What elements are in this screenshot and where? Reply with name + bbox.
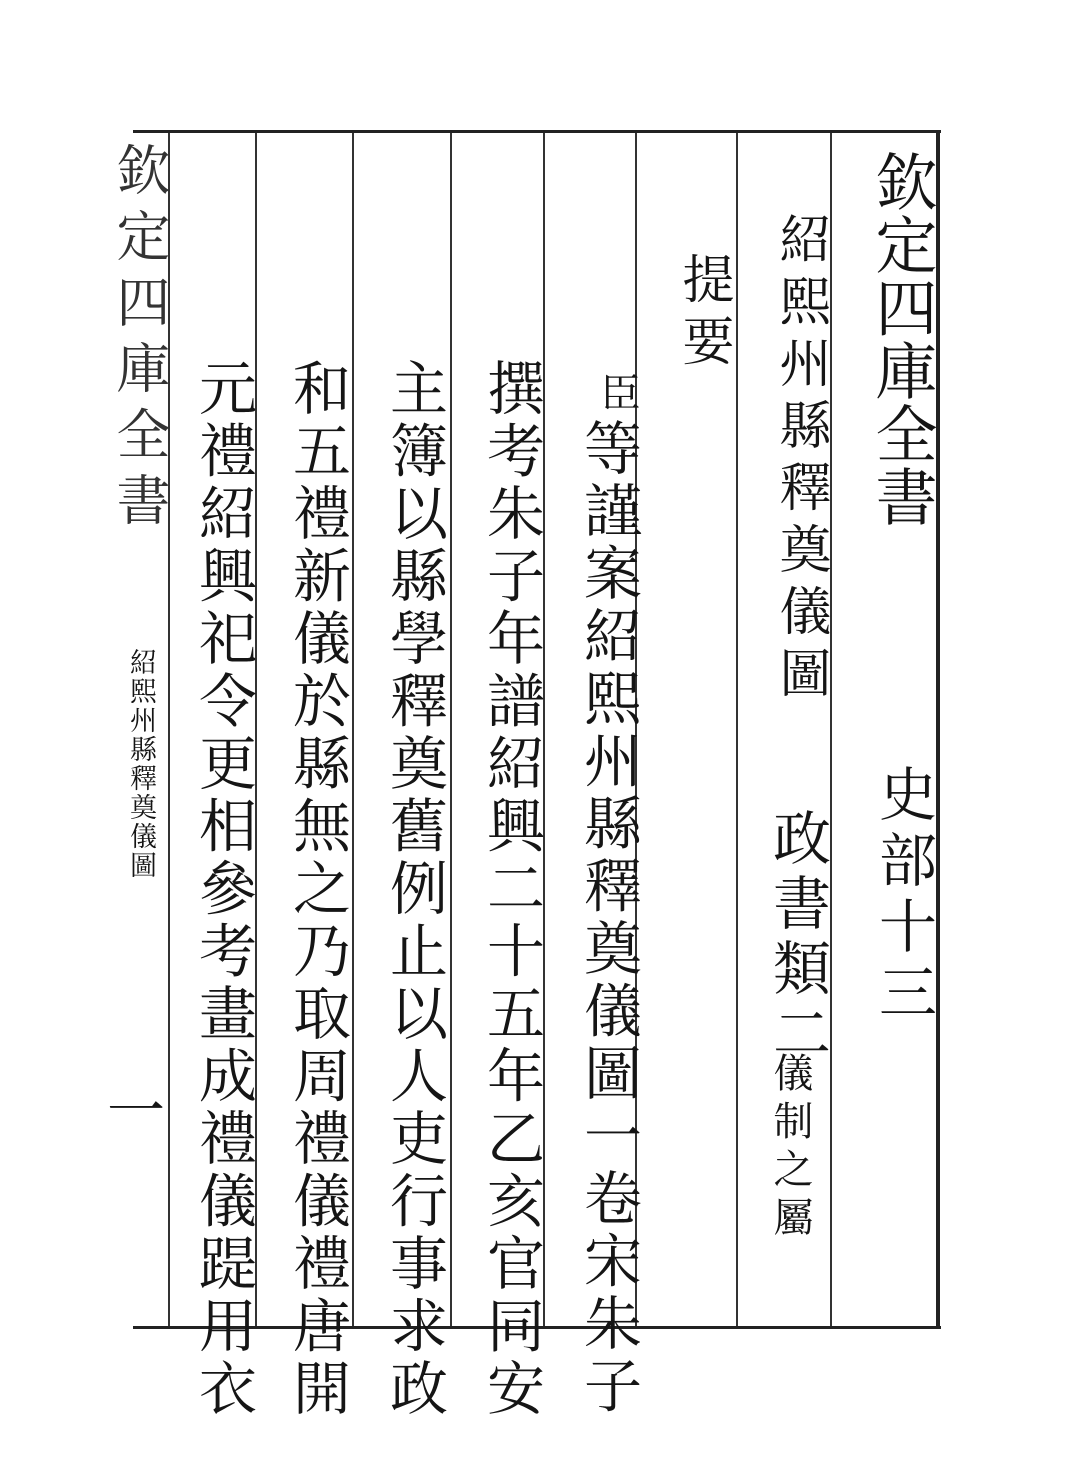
column-rule <box>450 133 452 1326</box>
category-label: 政書類二 <box>763 808 831 1068</box>
margin-work-title: 紹熙州縣釋奠儀圖 <box>125 648 156 880</box>
chen-character: 臣 <box>594 372 640 412</box>
body-column-3: 主簿以縣學釋奠舊例止以人吏行事求政 <box>380 358 448 1421</box>
body-column-2: 撰考朱子年譜紹興二十五年乙亥官同安 <box>477 358 545 1421</box>
column-rule <box>736 133 738 1326</box>
subcategory-label: 儀制之屬 <box>767 1052 813 1244</box>
column-rule <box>830 133 832 1326</box>
body-column-5: 元禮紹興祀令更相參考畫成禮儀踶用衣 <box>189 358 257 1421</box>
work-title: 紹熙州縣釋奠儀圖 <box>770 212 830 708</box>
body-column-1: 等謹案紹熙州縣釋奠儀圖一卷宋朱子 <box>574 418 642 1418</box>
column-rule <box>352 133 354 1326</box>
page-number: 一 <box>97 1080 165 1143</box>
abstract-heading: 提要 <box>673 252 733 376</box>
collection-title: 欽定四庫全書 <box>865 150 938 528</box>
margin-collection-title: 欽定四庫全書 <box>108 142 171 538</box>
body-column-4: 和五禮新儀於縣無之乃取周禮儀禮唐開 <box>283 358 351 1421</box>
section-label: 史部十三 <box>869 764 937 1028</box>
